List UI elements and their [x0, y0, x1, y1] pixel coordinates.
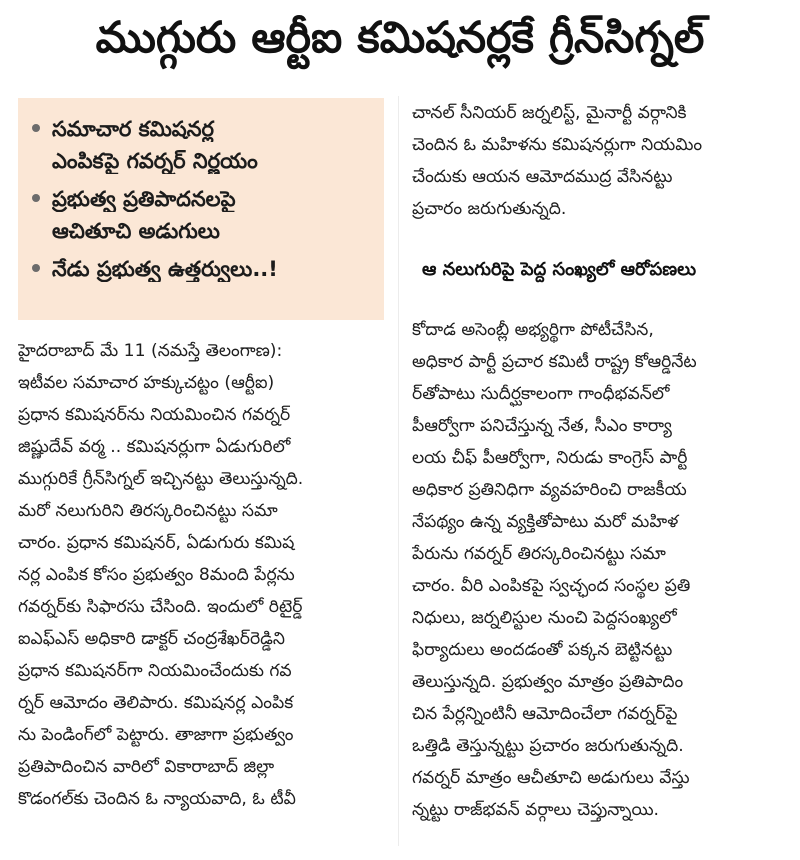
article-line: పీఆర్వోగా పనిచేస్తున్న నేత, సీఎం కార్యా	[412, 416, 672, 436]
article-left-column	[18, 335, 388, 815]
article-line: ప్రచారం జరుగుతున్నది.	[412, 199, 567, 219]
highlight-line: నేడు ప్రభుత్వ ఉత్తర్వులు..!	[52, 257, 278, 281]
article-line: మరో నలుగురిని తిరస్కరించినట్టు సమా	[18, 501, 278, 521]
article-line: ఐఎఫ్‌ఎస్ అధికారి డాక్టర్ చంద్రశేఖర్‌రెడ్డిని	[18, 629, 285, 649]
article-line: ప్రధాన కమిషనర్‌గా నియమించేందుకు గవ	[18, 661, 292, 681]
highlight-text	[52, 110, 258, 174]
highlight-item	[32, 180, 372, 244]
highlight-line: సమాచార కమిషనర్ల	[52, 117, 214, 141]
highlight-text	[52, 250, 278, 282]
article-line: న్నట్టు రాజ్‌భవన్ వర్గాలు చెప్తున్నాయి.	[412, 800, 660, 820]
article-line: పేరును గవర్నర్ తిరస్కరించినట్టు సమా	[412, 544, 666, 564]
article-line: అధికార పార్టీ ప్రచార కమిటీ రాష్ట్ర కోఆర్డినేట	[412, 352, 697, 372]
sub-heading: ఆ నలుగురిపై పెద్ద సంఖ్యలో ఆరోపణలు	[422, 259, 697, 280]
article-line: ర్‌తోపాటు సుదీర్ఘకాలంగా గాంధీభవన్‌లో	[412, 384, 670, 404]
highlight-line: ప్రభుత్వ ప్రతిపాదనలపై	[52, 187, 236, 211]
bullet-icon	[32, 194, 40, 202]
article-line: కోదాడ అసెంబ్లీ అభ్యర్థిగా పోటీచేసిన,	[412, 320, 654, 340]
highlights-box	[18, 98, 384, 320]
article-line: చానల్ సీనియర్ జర్నలిస్ట్, మైనార్టీ వర్గానికి	[412, 103, 687, 123]
article-line: గవర్నర్ మాత్రం ఆచీతూచి అడుగులు వేస్తు	[412, 768, 690, 788]
article-line: జిష్ణుదేవ్ వర్మ .. కమిషనర్లుగా ఏడుగురిలో	[18, 437, 291, 457]
article-line: అధికార ప్రతినిధిగా వ్యవహరించి రాజకీయ	[412, 480, 687, 500]
article-line: నిధులు, జర్నలిస్టుల నుంచి పెద్దసంఖ్యలో	[412, 608, 677, 628]
headline: ముగ్గురు ఆర్టీఐ కమిషనర్లకే గ్రీన్‌సిగ్నల్‌	[95, 13, 705, 63]
bullet-icon	[32, 264, 40, 272]
article-line: చారం. వీరి ఎంపికపై స్వచ్ఛంద సంస్థల ప్రతి	[412, 576, 691, 596]
article-line: ముగ్గురికే గ్రీన్‌సిగ్నల్ ఇచ్చినట్టు తెలుస్తున్నది.	[18, 469, 304, 489]
article-line: నేపథ్యం ఉన్న వ్యక్తితోపాటు మరో మహిళ	[412, 512, 679, 532]
highlight-line: ఆచితూచి అడుగులు	[52, 219, 220, 243]
article-line: ర్నర్ ఆమోదం తెలిపారు. కమిషనర్ల ఎంపిక	[18, 693, 294, 713]
article-line: లయ చీఫ్ పీఆర్వోగా, నిరుడు కాంగ్రెస్ పార్టీ	[412, 448, 688, 468]
article-right-column-bottom	[412, 314, 782, 826]
article-line: ప్రతిపాదించిన వారిలో వికారాబాద్ జిల్లా	[18, 757, 275, 777]
highlight-text	[52, 180, 236, 244]
highlight-item	[32, 250, 372, 282]
article-line: హైదరాబాద్‌ మే 11 (నమస్తే తెలంగాణ):	[18, 341, 283, 361]
article-line: కొడంగల్‌కు చెందిన ఓ న్యాయవాది, ఓ టీవీ	[18, 789, 296, 809]
highlight-line: ఎంపికపై గవర్నర్ నిర్ణయం	[52, 149, 258, 173]
article-line: ను పెండింగ్‌లో పెట్టారు. తాజాగా ప్రభుత్వం	[18, 725, 294, 745]
bullet-icon	[32, 124, 40, 132]
article-line: చారం. ప్రధాన కమిషనర్, ఏడుగురు కమిష	[18, 533, 295, 553]
article-line: చెందిన ఓ మహిళను కమిషనర్లుగా నియమిం	[412, 135, 703, 155]
article-line: ఇటీవల సమాచార హక్కుచట్టం (ఆర్టీఐ)	[18, 373, 275, 393]
article-line: తెలుస్తున్నది. ప్రభుత్వం మాత్రం ప్రతిపాదిం	[412, 672, 684, 692]
column-divider	[398, 96, 399, 846]
article-line: చిన పేర్లన్నింటినీ ఆమోదించేలా గవర్నర్‌పై	[412, 704, 678, 724]
article-line: గవర్నర్‌కు సిఫారసు చేసింది. ఇందులో రిటైర్డ్	[18, 597, 303, 617]
article-line: ప్రధాన కమిషనర్‌ను నియమించిన గవర్నర్	[18, 405, 291, 425]
highlight-item	[32, 110, 372, 174]
article-right-column-top	[412, 97, 782, 225]
article-line: నర్ల ఎంపిక కోసం ప్రభుత్వం 8మంది పేర్లను	[18, 565, 295, 585]
article-line: చేందుకు ఆయన ఆమోదముద్ర వేసినట్టు	[412, 167, 673, 187]
article-line: ఒత్తిడి తెస్తున్నట్టు ప్రచారం జరుగుతున్నది.	[412, 736, 684, 756]
article-line: ఫిర్యాదులు అందడంతో పక్కన బెట్టినట్టు	[412, 640, 673, 660]
